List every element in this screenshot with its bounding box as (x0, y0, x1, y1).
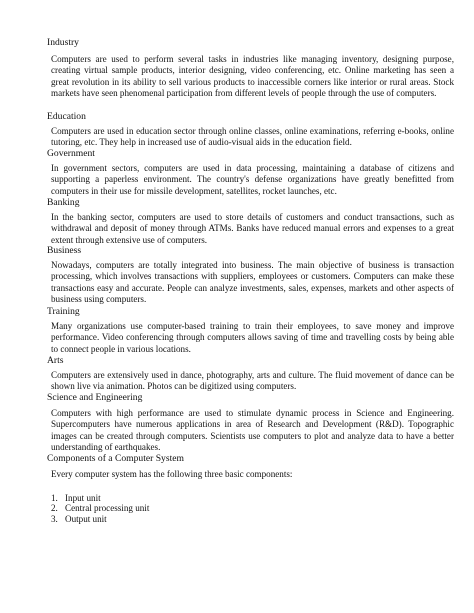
paragraph-arts: Computers are extensively used in dance, photography, arts and culture. The fluid movement of dance can be shown live via animation. Photos can be digitized using computers. (51, 370, 454, 392)
heading-government: Government (47, 148, 95, 159)
paragraph-components: Every computer system has the following three basic components: (51, 469, 293, 479)
heading-business: Business (47, 245, 82, 256)
list-item-label: Central processing unit (65, 503, 150, 514)
list-item (51, 493, 149, 503)
components-list (51, 493, 149, 524)
list-item (51, 514, 149, 524)
paragraph-government: In government sectors, computers are used in data processing, maintaining a database of citizens and supporting a paperless environment. The country's defense organizations have greatly benefitted from computers in their use for missile development, satellites, rocket launches, etc. (51, 163, 454, 196)
list-item-number: 2. (51, 503, 58, 514)
list-item-number: 1. (51, 493, 58, 503)
paragraph-business: Nowadays, computers are totally integrated into business. The main objective of business is transaction processing, which involves transactions with suppliers, employees or customers. Computers can make these transactions easy and accurate. People can analyze investments, sales, expenses, markets and other aspects of business using computers. (51, 260, 454, 304)
list-item-label: Output unit (65, 513, 107, 524)
list-item-number: 3. (51, 513, 58, 524)
heading-industry: Industry (47, 37, 79, 48)
paragraph-industry: Computers are used to perform several tasks in industries like managing inventory, designing purpose, creating virtual sample products, interior designing, video conferencing, etc. Online marketing has seen a great revolution in its ability to sell various products to inaccessible corners like interior or rural areas. Stock markets have seen phenomenal participation from different levels of people through the use of computers. (51, 54, 454, 98)
heading-components: Components of a Computer System (47, 453, 184, 464)
heading-training: Training (47, 306, 80, 317)
paragraph-training: Many organizations use computer-based training to train their employees, to save money and improve performance. Video conferencing through computers allows saving of time and travelling costs by being able to connect people in various locations. (51, 321, 454, 354)
paragraph-banking: In the banking sector, computers are used to store details of customers and conduct transactions, such as withdrawal and deposit of money through ATMs. Banks have reduced manual errors and expenses to a great extent through extensive use of computers. (51, 212, 454, 245)
list-item-label: Input unit (65, 493, 101, 503)
heading-banking: Banking (47, 197, 80, 208)
list-item (51, 503, 149, 513)
heading-arts: Arts (47, 355, 64, 366)
paragraph-education: Computers are used in education sector through online classes, online examinations, referring e-books, online tutoring, etc. They help in increased use of audio-visual aids in the education field. (51, 126, 454, 148)
heading-education: Education (47, 111, 86, 122)
heading-science-engineering: Science and Engineering (47, 392, 143, 403)
paragraph-science-engineering: Computers with high performance are used to stimulate dynamic process in Science and Engineering. Supercomputers have numerous applications in area of Research and Development (R&D). Topographic images can be created through computers. Scientists use computers to plot and analyze data to have a better understanding of earthquakes. (51, 408, 454, 452)
